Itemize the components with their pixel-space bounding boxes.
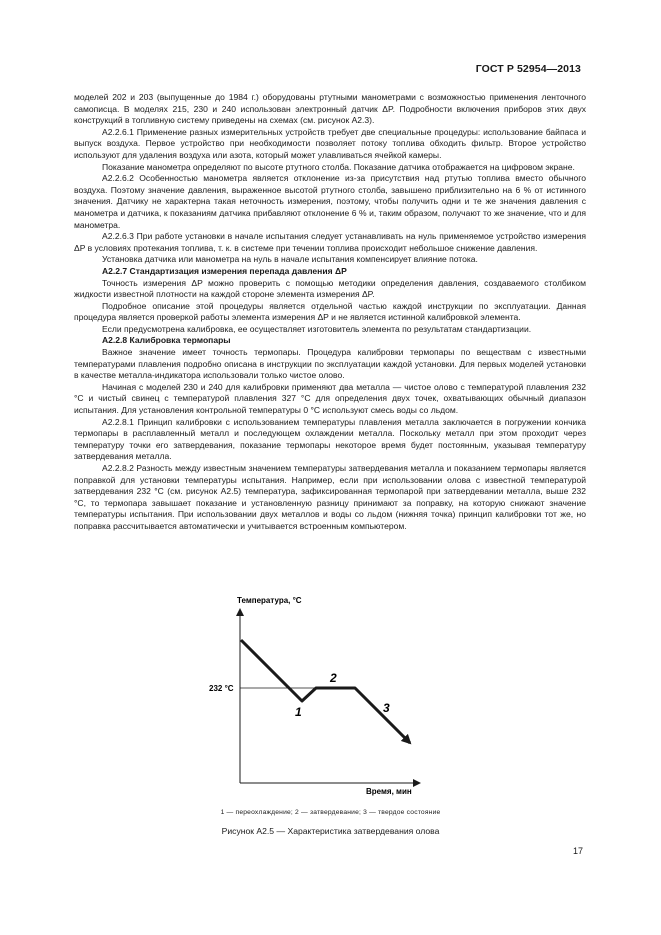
paragraph: Подробное описание этой процедуры является отдельной частью каждой инструкции по эксплуатации. Данная процедура является проверкой работы элемента измерения ΔP и не является истинной калибровкой элемента. xyxy=(74,300,586,323)
x-axis-label: Время, мин xyxy=(366,787,412,796)
paragraph: А2.2.6.2 Особенностью манометра является отклонение из-за присутствия над ртутью топлива вместо обычного воздуха. Поэтому значение давления, выраженное высотой ртутного столба, завышено приблизительно на 6 % от истинного значения. Датчику не характерна такая неточность измерения, поэтому, чтобы получить одни и те же значения давления с манометра и датчика, к показаниям датчика прибавляют отклонение 6 % и, таким образом, получают то же значение, что и для манометра. xyxy=(74,173,586,230)
paragraph: А2.2.8.2 Разность между известным значением температуры затвердевания металла и показанием термопары является поправкой для установки температуры испытания. Например, если при использовании олова с известной температурой затвердевания 232 °С (см. рисунок А2.5) температура, зафиксированная термопарой при затвердевании металла, выше 232 °С, то термопара завышает показание и установленную разницу принимают за поправку, на которую снижают значение температуры испытания. При использовании двух металлов и воды со льдом (нижняя точка) принцип калибровки тот же, но поправка рассчитывается автоматически и учитывается встроенным компьютером. xyxy=(74,463,586,531)
reference-label: 232 °С xyxy=(209,684,234,693)
standard-header: ГОСТ Р 52954—2013 xyxy=(475,63,581,75)
point-label-1: 1 xyxy=(295,705,302,719)
paragraph: Начиная с моделей 230 и 240 для калибровки применяют два металла — чистое олово с температурой плавления 232 °С и чистый свинец с температурой плавления 327 °С для определения двух точек, охватывающих обычный диапазон испытания. Для установления контрольной температуры 0 °С используют смесь воды со льдом. xyxy=(74,381,586,416)
body-text xyxy=(74,92,586,533)
paragraph: Если предусмотрена калибровка, ее осуществляет изготовитель элемента по результатам стандартизации. xyxy=(102,323,532,334)
point-label-2: 2 xyxy=(330,671,337,685)
page-number: 17 xyxy=(572,846,583,856)
cooling-curve xyxy=(241,640,410,743)
paragraph: Точность измерения ΔP можно проверить с помощью методики определения давления, создаваемого столбиком жидкости известной плотности на каждой стороне элемента измерения ΔP. xyxy=(74,277,586,300)
point-label-3: 3 xyxy=(383,701,390,715)
paragraph: А2.2.6.1 Применение разных измерительных устройств требует две специальные процедуры: использование байпаса и выпуск воздуха. Первое устройство при необходимости позволяет потоку топлива обходить фильтр. Второе устройство используют для удаления воздуха или азота, который может улавливаться ячейкой камеры. xyxy=(74,126,586,160)
y-axis-label: Температура, °С xyxy=(237,596,302,605)
section-heading: А2.2.7 Стандартизация измерения перепада давления ΔP xyxy=(102,265,347,276)
paragraph: А2.2.8.1 Принцип калибровки с использованием температуры плавления металла заключается в погружении кончика термопары в расплавленный металл и последующем охлаждении металла. Поскольку металл при этом проходит через температуру точки его затвердевания, показание термопары некоторое время будет постоянным, указывая температуру затвердевания металла. xyxy=(74,416,586,462)
section-heading: А2.2.8 Калибровка термопары xyxy=(102,335,231,346)
paragraph: А2.2.6.3 При работе установки в начале испытания следует устанавливать на нуль применяемое устройство измерения ΔP в условиях протекания топлива, т. к. в системе при течении топлива происходит небольшое снижение давления. xyxy=(74,231,586,253)
figure-caption: Рисунок А2.5 — Характеристика затвердевания олова xyxy=(221,826,440,836)
paragraph: Показание манометра определяют по высоте ртутного столба. Показание датчика отображается на цифровом экране. xyxy=(102,161,575,172)
paragraph: Установка датчика или манометра на нуль в начале испытания компенсирует влияние потока. xyxy=(102,254,478,265)
figure-legend: 1 — переохлаждение; 2 — затвердевание; 3 — твердое состояние xyxy=(220,809,441,816)
paragraph: моделей 202 и 203 (выпущенные до 1984 г.) оборудованы ртутными манометрами с возможностью применения ленточного самописца. В моделях 215, 230 и 240 использован электронный датчик ΔP. Подробности включения приборов этих двух конструкций в топливную систему приведены на схемах (см. рисунок А2.3). xyxy=(74,92,586,126)
paragraph: Важное значение имеет точность термопары. Процедура калибровки термопары по веществам с известными температурами плавления подробно описана в инструкции по эксплуатации каждой установки. Для первых моделей установки в качестве металла-индикатора использовали только чистое олово. xyxy=(74,347,586,381)
